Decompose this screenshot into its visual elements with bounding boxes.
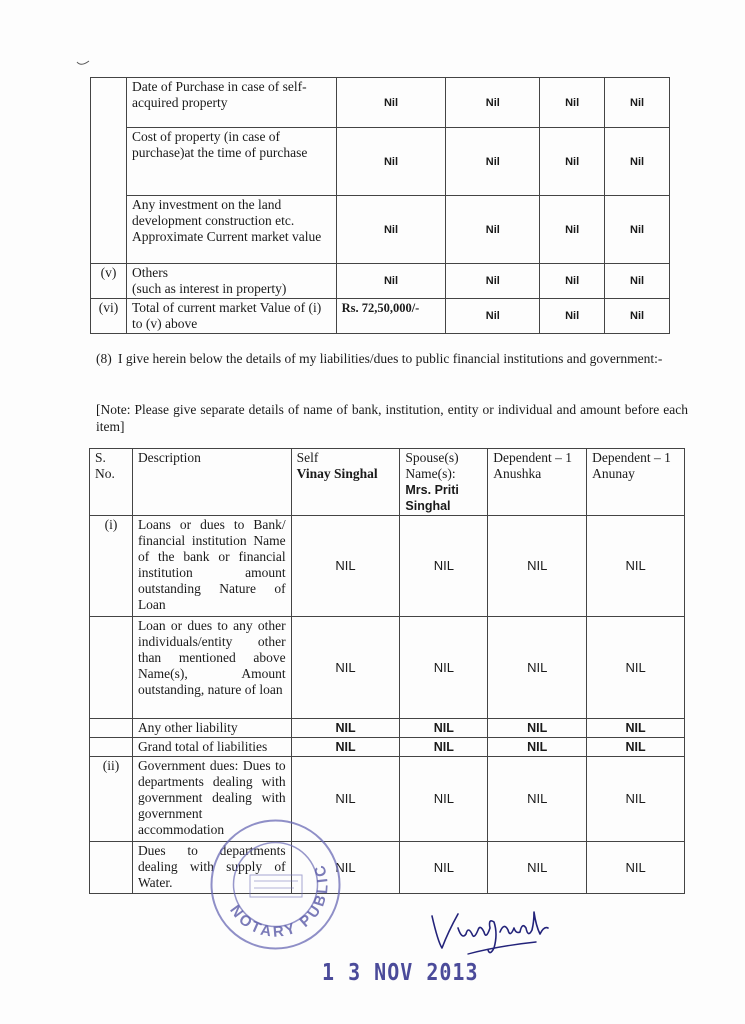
value-cell: Nil xyxy=(336,128,446,196)
header-dep2-label: Dependent – 1 xyxy=(592,450,671,465)
header-dep1-label: Dependent – 1 xyxy=(493,450,572,465)
value-cell: Nil xyxy=(446,299,540,334)
sno-cell xyxy=(90,617,133,719)
sno-cell: (v) xyxy=(91,264,127,299)
desc-cell: Loans or dues to Bank/ financial institution Name of the bank or financial institution amount outstanding Nature of Loan xyxy=(132,516,291,617)
value-cell: NIL xyxy=(587,842,685,894)
header-description: Description xyxy=(132,449,291,516)
value-cell: Nil xyxy=(605,128,670,196)
table-row xyxy=(90,757,685,842)
value-cell: NIL xyxy=(400,719,488,738)
value-cell: NIL xyxy=(291,842,400,894)
note-paragraph: [Note: Please give separate details of name of bank, institution, entity or individual and amount before each item] xyxy=(96,402,688,434)
value-cell: NIL xyxy=(400,738,488,757)
value-cell: NIL xyxy=(587,516,685,617)
header-sno: S. No. xyxy=(90,449,133,516)
section-text: I give herein below the details of my liabilities/dues to public financial institutions and government:- xyxy=(118,351,663,366)
value-cell: Nil xyxy=(605,264,670,299)
table-row xyxy=(90,842,685,894)
value-cell: NIL xyxy=(488,516,587,617)
header-self-name: Vinay Singhal xyxy=(296,466,378,481)
value-cell: Nil xyxy=(336,196,446,264)
sno-cell: (ii) xyxy=(90,757,133,842)
desc-cell: Loan or dues to any other individuals/entity other than mentioned above Name(s), Amount outstanding, nature of loan xyxy=(132,617,291,719)
header-self-label: Self xyxy=(296,450,319,465)
header-self xyxy=(291,449,400,516)
svg-text:NOTARY PUBLIC: NOTARY PUBLIC xyxy=(226,860,332,941)
header-dependent-2 xyxy=(587,449,685,516)
header-dep1-name: Anushka xyxy=(493,466,542,481)
desc-cell: Grand total of liabilities xyxy=(132,738,291,757)
desc-cell: Date of Purchase in case of self-acquired property xyxy=(126,78,336,128)
desc-line: Others xyxy=(131,265,168,280)
desc-line: (such as interest in property) xyxy=(131,281,287,296)
table-row xyxy=(91,78,670,128)
desc-cell: Any other liability xyxy=(132,719,291,738)
desc-cell: Total of current market Value of (i) to (v) above xyxy=(126,299,336,334)
date-stamp: 1 3 NOV 2013 xyxy=(322,958,479,986)
value-cell: NIL xyxy=(488,738,587,757)
value-cell: NIL xyxy=(488,757,587,842)
section-number: (8) xyxy=(96,351,112,366)
header-dep2-name: Anunay xyxy=(592,466,635,481)
table-row xyxy=(91,128,670,196)
liabilities-table xyxy=(89,448,685,894)
desc-cell: Government dues: Dues to departments dealing with government dealing with government accommodation xyxy=(132,757,291,842)
notary-stamp xyxy=(208,817,343,952)
value-cell: Nil xyxy=(605,196,670,264)
scan-mark xyxy=(76,58,90,68)
value-cell: NIL xyxy=(587,757,685,842)
table-row xyxy=(90,719,685,738)
sno-cell xyxy=(90,719,133,738)
value-cell: NIL xyxy=(488,719,587,738)
section-8-paragraph xyxy=(96,350,688,367)
value-cell: Nil xyxy=(540,299,605,334)
value-cell: Nil xyxy=(336,78,446,128)
table-row xyxy=(91,196,670,264)
desc-cell: Any investment on the land development construction etc. Approximate Current market value xyxy=(126,196,336,264)
signature xyxy=(428,904,552,962)
sno-cell: (i) xyxy=(90,516,133,617)
sno-cell: (vi) xyxy=(91,299,127,334)
value-cell: Nil xyxy=(446,196,540,264)
value-cell: NIL xyxy=(488,617,587,719)
value-cell: NIL xyxy=(291,719,400,738)
value-cell: NIL xyxy=(400,516,488,617)
desc-cell: Cost of property (in case of purchase)at the time of purchase xyxy=(126,128,336,196)
table-row xyxy=(91,299,670,334)
value-cell: Nil xyxy=(540,196,605,264)
value-cell: NIL xyxy=(587,617,685,719)
sno-cell xyxy=(90,842,133,894)
value-cell: Nil xyxy=(336,264,446,299)
sno-cell xyxy=(91,78,127,264)
value-cell: Nil xyxy=(540,78,605,128)
value-cell: NIL xyxy=(291,738,400,757)
value-cell: Nil xyxy=(446,264,540,299)
sno-cell xyxy=(90,738,133,757)
header-spouse-name: Mrs. Priti Singhal xyxy=(405,483,459,513)
value-cell: Nil xyxy=(446,128,540,196)
total-value-cell: Rs. 72,50,000/- xyxy=(336,299,446,334)
value-cell: NIL xyxy=(488,842,587,894)
header-spouse xyxy=(400,449,488,516)
value-cell: Nil xyxy=(605,299,670,334)
value-cell: NIL xyxy=(587,738,685,757)
table-row xyxy=(90,738,685,757)
value-cell: Nil xyxy=(605,78,670,128)
table-row xyxy=(91,264,670,299)
desc-cell: Dues to departments dealing with supply of Water. xyxy=(132,842,291,894)
value-cell: NIL xyxy=(400,617,488,719)
table-row xyxy=(90,617,685,719)
desc-cell xyxy=(126,264,336,299)
assets-table xyxy=(90,77,670,334)
value-cell: NIL xyxy=(400,842,488,894)
value-cell: NIL xyxy=(587,719,685,738)
value-cell: NIL xyxy=(291,516,400,617)
header-row xyxy=(90,449,685,516)
value-cell: NIL xyxy=(291,757,400,842)
header-spouse-label: Spouse(s) Name(s): xyxy=(405,450,459,481)
table-row xyxy=(90,516,685,617)
value-cell: Nil xyxy=(446,78,540,128)
value-cell: Nil xyxy=(540,264,605,299)
value-cell: Nil xyxy=(540,128,605,196)
value-cell: NIL xyxy=(400,757,488,842)
header-dependent-1 xyxy=(488,449,587,516)
value-cell: NIL xyxy=(291,617,400,719)
